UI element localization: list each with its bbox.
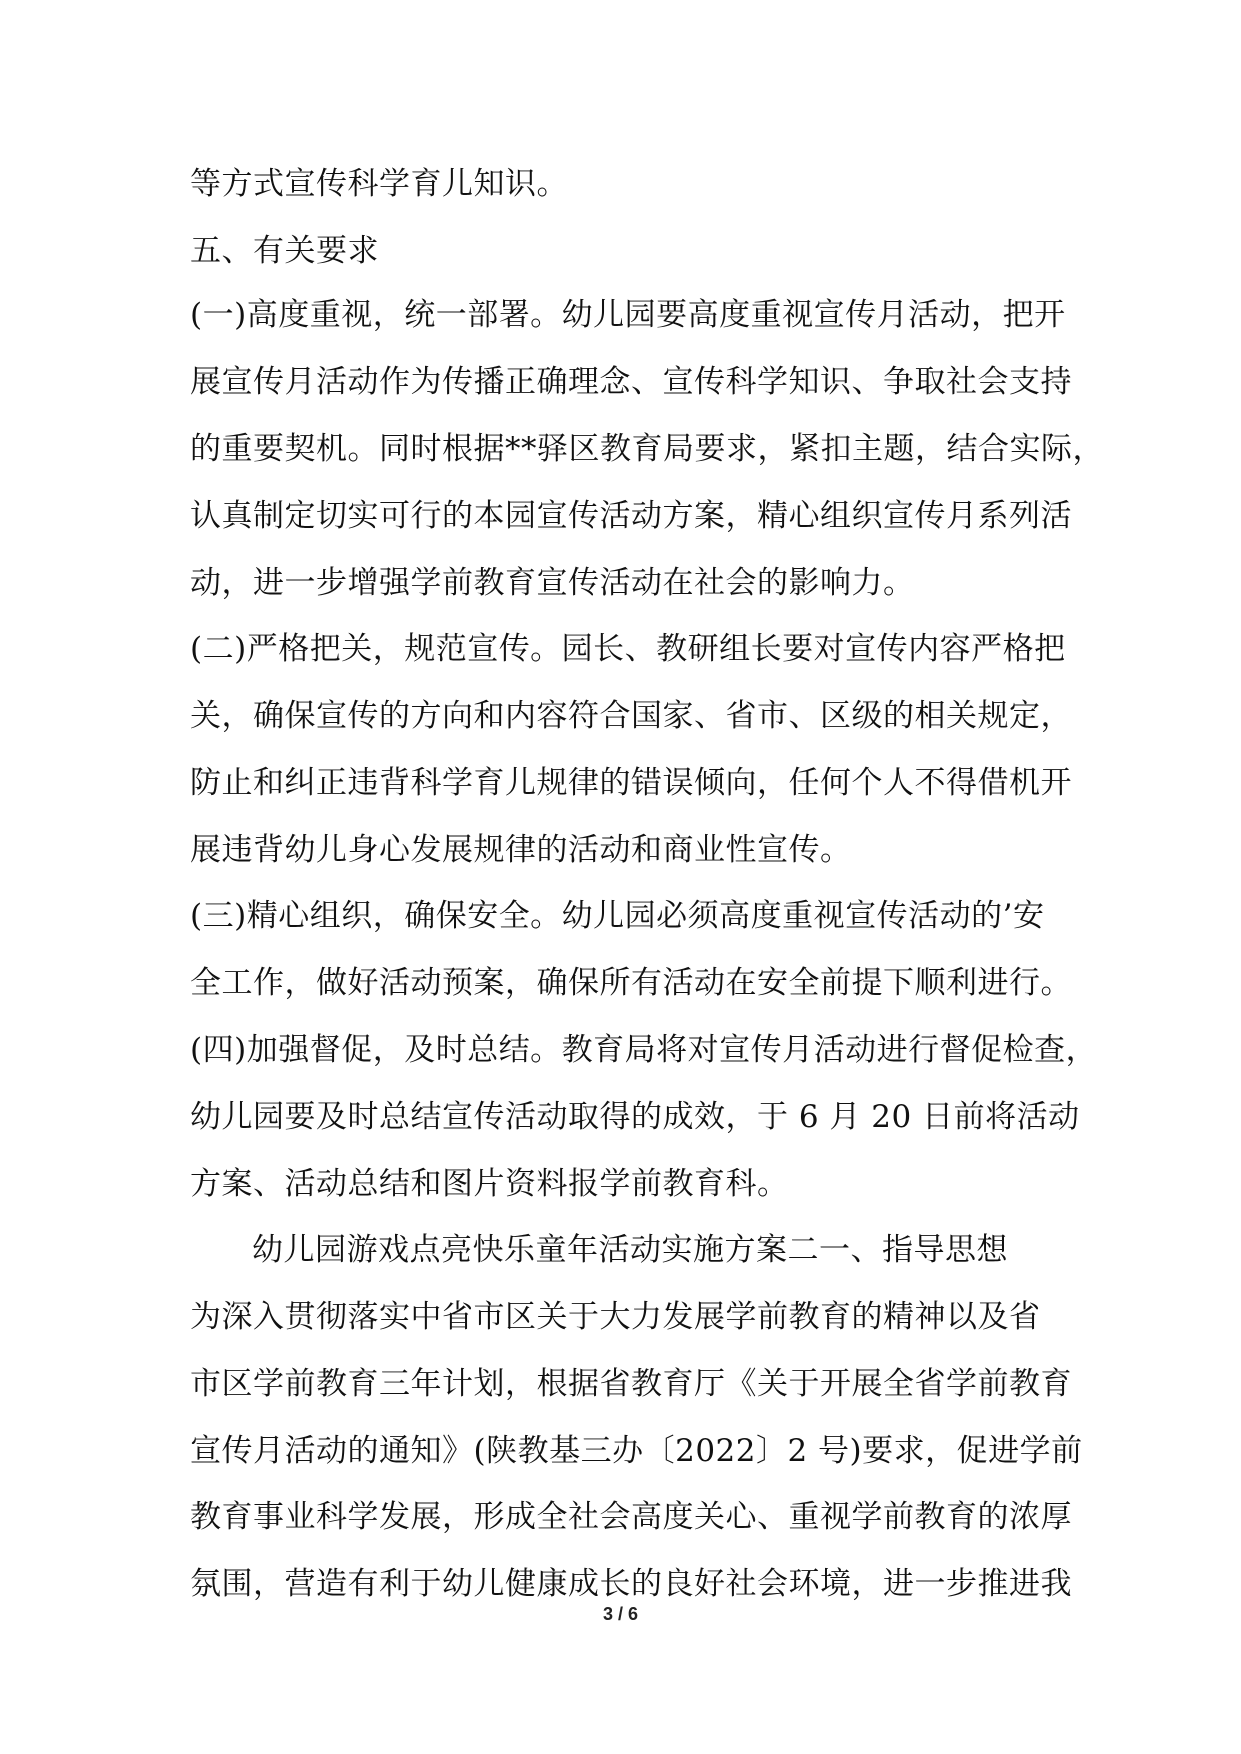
text-line: 展违背幼儿身心发展规律的活动和商业性宣传。 (190, 832, 852, 868)
text-line: 全工作，做好活动预案，确保所有活动在安全前提下顺利进行。 (190, 965, 1072, 1001)
text-line: 展宣传月活动作为传播正确理念、宣传科学知识、争取社会支持 (190, 364, 1072, 400)
text-line: 防止和纠正违背科学育儿规律的错误倾向，任何个人不得借机开 (190, 765, 1072, 801)
text-line: (二)严格把关，规范宣传。园长、教研组长要对宣传内容严格把 (190, 631, 1066, 667)
text-line: 市区学前教育三年计划，根据省教育厅《关于开展全省学前教育 (190, 1366, 1072, 1402)
text-line: 幼儿园要及时总结宣传活动取得的成效，于 6 月 20 日前将活动 (190, 1099, 1080, 1135)
text-line: 关，确保宣传的方向和内容符合国家、省市、区级的相关规定， (190, 698, 1072, 734)
text-line: (四)加强督促，及时总结。教育局将对宣传月活动进行督促检查， (190, 1032, 1098, 1068)
text-line: 宣传月活动的通知》(陕教基三办〔2022〕2 号)要求，促进学前 (190, 1433, 1083, 1469)
text-line: 等方式宣传科学育儿知识。 (190, 166, 568, 202)
text-line: 方案、活动总结和图片资料报学前教育科。 (190, 1166, 789, 1202)
text-line: 氛围，营造有利于幼儿健康成长的良好社会环境，进一步推进我 (190, 1566, 1072, 1602)
text-line: 认真制定切实可行的本园宣传活动方案，精心组织宣传月系列活 (190, 498, 1072, 534)
section-heading: 五、有关要求 (190, 233, 379, 269)
section-heading: 幼儿园游戏点亮快乐童年活动实施方案二一、指导思想 (252, 1232, 1008, 1268)
text-line: 教育事业科学发展，形成全社会高度关心、重视学前教育的浓厚 (190, 1499, 1072, 1535)
text-line: (三)精心组织，确保安全。幼儿园必须高度重视宣传活动的’安 (190, 898, 1045, 934)
text-line: 动，进一步增强学前教育宣传活动在社会的影响力。 (190, 565, 915, 601)
text-line: 的重要契机。同时根据**驿区教育局要求，紧扣主题，结合实际， (190, 431, 1104, 467)
text-line: 为深入贯彻落实中省市区关于大力发展学前教育的精神以及省 (190, 1299, 1041, 1335)
page-number: 3 / 6 (602, 1604, 639, 1624)
text-line: (一)高度重视，统一部署。幼儿园要高度重视宣传月活动，把开 (190, 297, 1066, 333)
